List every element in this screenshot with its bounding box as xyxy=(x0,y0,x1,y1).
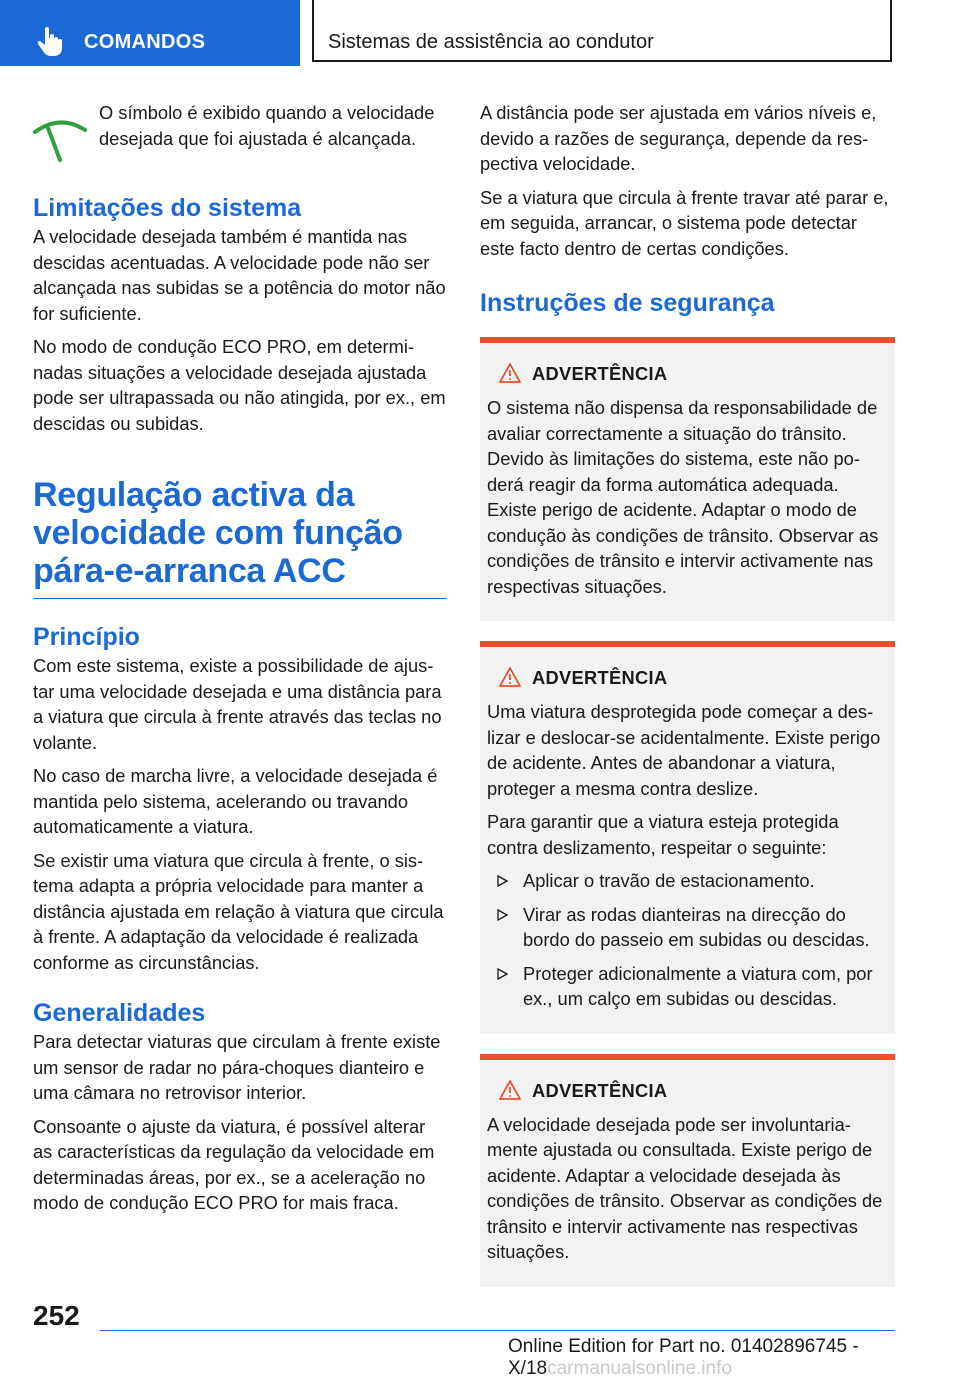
spacer xyxy=(33,444,447,476)
list-item-text: Aplicar o travão de estacionamento. xyxy=(523,870,815,891)
distance-paragraph: A distância pode ser ajustada em vários níveis e, devido a razões de segurança, depende da respectiva velocidade. xyxy=(480,102,877,174)
warning-paragraph: A velocidade desejada pode ser involuntariamente ajustada ou consultada. Existe perigo de acidente. Adaptar a velocidade desejada às condições de trânsito. Observar as condições de trânsito e intervir activamente nas respectivas situações. xyxy=(487,1113,883,1262)
warning-paragraph: O sistema não dispensa da responsabilidade de avaliar correctamente a situação do trânsito. Devido às limitações do sistema, este não poderá reagir da forma automática adequada. Existe perigo de acidente. Adaptar o modo de condução às condições de trânsito. Observar as condições de trânsito e intervir activamente nas respectivas situações. xyxy=(487,397,879,597)
warning-paragraph: Para garantir que a viatura esteja protegida contra deslizamento, respeitar o seguinte: xyxy=(487,811,839,858)
warning-title xyxy=(487,1080,887,1108)
left-column xyxy=(33,100,447,1224)
list-item-text: Virar as rodas dianteiras na direcção do bordo do passeio em subidas ou descidas. xyxy=(523,903,870,950)
principle-paragraph-1: Com este sistema, existe a possibilidade de ajustar uma velocidade desejada e uma distância para a viatura que circula à frente através das teclas no volante. xyxy=(33,655,442,753)
list-item xyxy=(487,902,887,953)
warning-title-text: ADVERTÊNCIA xyxy=(532,363,668,384)
limits-heading: Limitações do sistema xyxy=(33,194,302,222)
general-paragraph-1: Para detectar viaturas que circulam à frente existe um sensor de radar no pára-choques dianteiro e uma câmara no retrovisor interior. xyxy=(33,1031,441,1103)
principle-paragraph-2: No caso de marcha livre, a velocidade desejada é mantida pelo sistema, acelerando ou travando automaticamente a viatura. xyxy=(33,765,438,837)
footer-edition xyxy=(508,1336,960,1380)
warning-box xyxy=(480,337,895,621)
section-tab xyxy=(312,0,892,62)
principle-paragraph-3: Se existir uma viatura que circula à frente, o sistema adapta a própria velocidade para manter a distância ajustada em relação à viatura que circula à frente. A adaptação da velocidade é realizada conforme as circunstâncias. xyxy=(33,849,444,973)
page-header xyxy=(0,0,960,66)
triangle-bullet-icon xyxy=(497,968,508,980)
right-column xyxy=(480,100,895,1307)
warning-title xyxy=(487,667,887,695)
general-paragraph-2: Consoante o ajuste da viatura, é possível alterar as características da regulação da velocidade em determinadas áreas, por ex., se a aceleração no modo de condução ECO PRO for mais fraca. xyxy=(33,1115,435,1213)
warning-title-text: ADVERTÊNCIA xyxy=(532,667,668,688)
safety-heading: Instruções de segurança xyxy=(480,289,775,317)
section-title: Sistemas de assistência ao condutor xyxy=(328,31,654,53)
footer-rule xyxy=(100,1330,895,1331)
warning-list xyxy=(487,868,887,1012)
spacer xyxy=(480,319,895,337)
spacer xyxy=(480,269,895,287)
warning-paragraph: Uma viatura desprotegida pode começar a deslizar e deslocar-se acidentalmente. Existe perigo de acidente. Antes de abandonar a viatura, proteger a mesma contra deslize. xyxy=(487,701,881,799)
list-item xyxy=(487,868,887,894)
chapter-tab-label: COMANDOS xyxy=(84,31,206,53)
symbol-description: O símbolo é exibido quando a velocidade desejada que foi ajustada é alcançada. xyxy=(99,102,435,149)
hand-pointer-icon xyxy=(36,26,64,56)
spacer xyxy=(33,983,447,997)
warning-triangle-icon xyxy=(499,667,521,687)
speed-reached-symbol-icon xyxy=(33,106,87,162)
symbol-row xyxy=(33,100,447,160)
principle-heading: Princípio xyxy=(33,623,140,651)
triangle-bullet-icon xyxy=(497,909,508,921)
warning-title-text: ADVERTÊNCIA xyxy=(532,1079,668,1101)
watermark-text: carmanualsonline.info xyxy=(547,1358,732,1379)
triangle-bullet-icon xyxy=(497,875,508,887)
chapter-tab[interactable] xyxy=(0,0,300,66)
general-heading: Generalidades xyxy=(33,999,206,1027)
limits-paragraph-2: No modo de condução ECO PRO, em determinadas situações a velocidade desejada ajustada pode ser ultrapassada ou não atingida, por ex., em descidas ou subidas. xyxy=(33,336,446,434)
warning-title xyxy=(487,363,887,391)
main-heading: Regulação activa da velocidade com função pára-e-arranca ACC xyxy=(33,476,403,590)
edition-text: Online Edition for Part no. 01402896745 - X/18 xyxy=(508,1336,859,1379)
warning-triangle-icon xyxy=(499,363,521,383)
warning-box xyxy=(480,1054,895,1287)
page-number: 252 xyxy=(33,1300,80,1331)
heading-rule xyxy=(33,598,447,599)
list-item xyxy=(487,961,887,1012)
warning-box xyxy=(480,641,895,1034)
limits-paragraph-1: A velocidade desejada também é mantida nas descidas acentuadas. A velocidade pode não ser alcançada nas subidas se a potência do motor não for suficiente. xyxy=(33,226,446,324)
stop-go-paragraph: Se a viatura que circula à frente travar até parar e, em seguida, arrancar, o sistema pode detectar este facto dentro de certas condições. xyxy=(480,186,889,259)
list-item-text: Proteger adicionalmente a viatura com, por ex., um calço em subidas ou descidas. xyxy=(523,962,873,1009)
warning-triangle-icon xyxy=(499,1080,521,1100)
